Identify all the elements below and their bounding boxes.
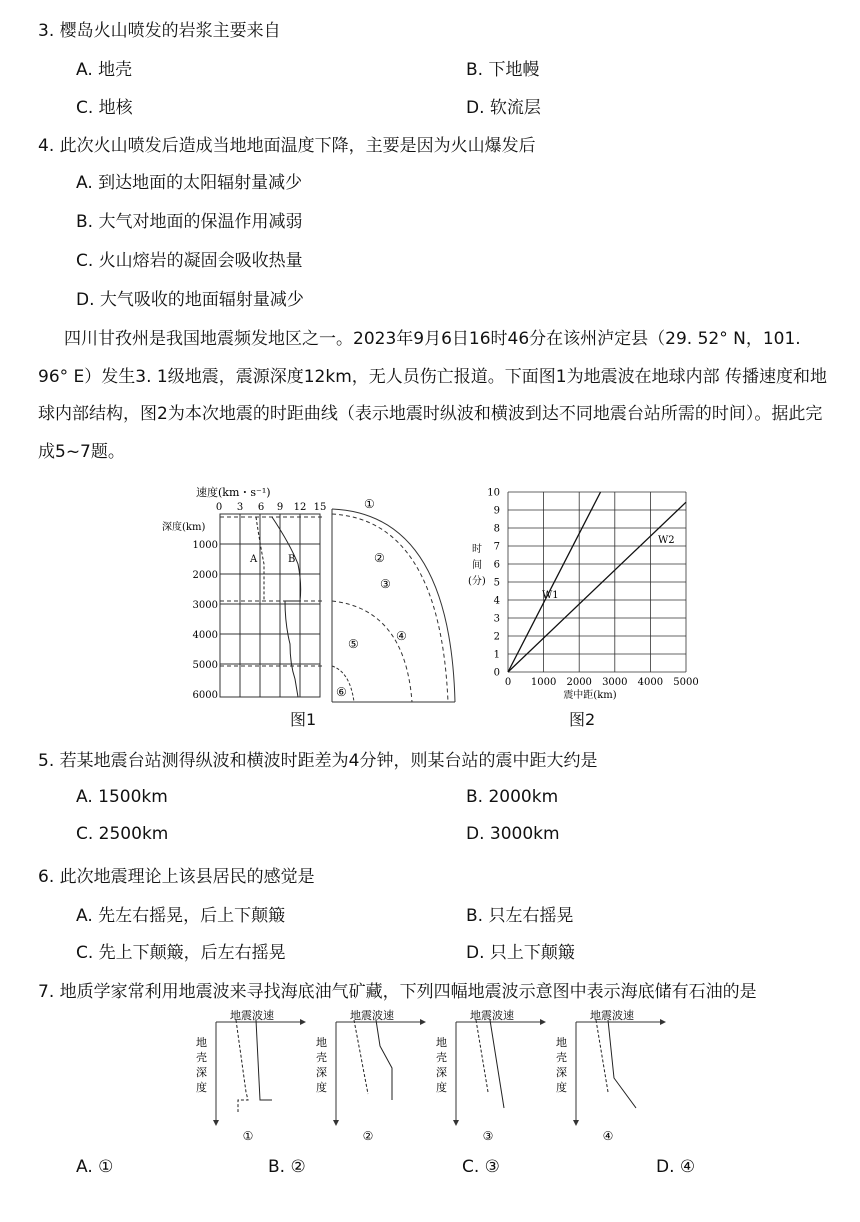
fig2-grid: [508, 492, 686, 672]
q7-wave-panels: [190, 1008, 670, 1146]
fig1-layer-label: ⑤: [348, 637, 359, 651]
figure1-caption: 图1: [290, 710, 317, 729]
q7-panel-vlabel: 度: [196, 1081, 207, 1094]
q6-option-b: B. 只左右摇晃: [466, 906, 574, 926]
fig2-y-label-part: (分): [468, 576, 486, 587]
q7-option-a: A. ①: [76, 1157, 114, 1177]
q7-panel-vlabel: 壳: [556, 1051, 567, 1064]
fig2-y-label-part: 间: [472, 560, 482, 571]
fig2-line-label-w2: W2: [658, 535, 675, 546]
q7-panel-vlabel: 地: [196, 1036, 207, 1049]
figure1-earth-structure: [160, 484, 460, 706]
fig1-depth-tick: 3000: [192, 600, 218, 611]
fig1-curve-a-label: A: [250, 554, 258, 565]
fig2-x-label: 震中距(km): [563, 690, 617, 701]
q5-option-b: B. 2000km: [466, 787, 559, 807]
fig2-y-tick: 5: [493, 577, 500, 589]
fig1-discontinuities: [220, 517, 325, 666]
q5-option-c: C. 2500km: [76, 824, 169, 844]
q7-panel-vlabel: 壳: [436, 1051, 447, 1064]
fig1-speed-tick: 15: [313, 502, 327, 513]
q7-panel: [196, 1008, 306, 1143]
q7-option-c: C. ③: [462, 1157, 500, 1177]
fig1-depth-ticks: [193, 540, 218, 701]
fig1-layer-label: ③: [380, 577, 391, 591]
fig1-layer-labels: [336, 497, 407, 699]
fig1-curve-b-label: B: [288, 554, 296, 565]
q4-option-d: D. 大气吸收的地面辐射量减少: [76, 290, 304, 310]
q7-stem: 7. 地质学家常利用地震波来寻找海底油气矿藏，下列四幅地震波示意图中表示海底储有石油的是: [38, 982, 757, 1002]
q6-option-c: C. 先上下颠簸，后左右摇晃: [76, 943, 286, 963]
q7-panel-vlabel: 壳: [316, 1051, 327, 1064]
figure2-caption: 图2: [569, 710, 596, 729]
q6-option-a: A. 先左右摇晃，后上下颠簸: [76, 906, 286, 926]
fig1-layer-label: ②: [374, 551, 385, 565]
fig1-depth-axis-label: 深度(km): [162, 522, 206, 533]
fig2-y-tick: 7: [493, 541, 500, 553]
fig1-speed-ticks: [216, 502, 327, 513]
q7-panel-title: 地震波速: [590, 1009, 634, 1022]
q7-panel-vlabel: 地: [556, 1036, 567, 1049]
q7-panel-title: 地震波速: [230, 1009, 274, 1022]
q7-panel-title: 地震波速: [470, 1009, 514, 1022]
fig1-layer-label: ④: [396, 629, 407, 643]
fig2-y-tick: 4: [493, 595, 500, 607]
fig1-speed-axis-label: 速度(km・s⁻¹): [196, 486, 271, 499]
fig2-line-label-w1: W1: [542, 590, 559, 601]
fig1-layer-label: ⑥: [336, 685, 347, 699]
q5-stem: 5. 若某地震台站测得纵波和横波时距差为4分钟，则某台站的震中距大约是: [38, 751, 598, 771]
fig2-ticks: [487, 488, 698, 689]
fig1-depth-tick: 1000: [192, 540, 218, 551]
q7-panel-vlabel: 深: [196, 1066, 207, 1079]
q7-panel-vlabel: 地: [316, 1036, 327, 1049]
q7-panel: [316, 1008, 426, 1143]
q7-option-d: D. ④: [656, 1157, 696, 1177]
fig2-y-tick: 0: [493, 667, 500, 679]
fig1-speed-tick: 3: [236, 502, 244, 513]
fig2-x-tick: 1000: [530, 677, 557, 688]
q7-panel-title: 地震波速: [350, 1009, 394, 1022]
fig1-speed-tick: 12: [293, 502, 307, 513]
q7-panel-number: ④: [602, 1129, 614, 1143]
fig2-y-tick: 1: [493, 649, 500, 661]
fig1-layer-label: ①: [364, 497, 375, 511]
q7-panel-number: ②: [362, 1129, 374, 1143]
q6-option-d: D. 只上下颠簸: [466, 943, 575, 963]
q7-panel-number: ③: [482, 1129, 494, 1143]
passage: [38, 321, 830, 471]
q7-panel-vlabel: 深: [316, 1066, 327, 1079]
fig2-y-tick: 2: [493, 631, 500, 643]
fig2-x-tick: 5000: [673, 677, 699, 688]
fig1-earth-quarter: [332, 509, 455, 702]
q7-panel-vlabel: 度: [436, 1081, 447, 1094]
fig2-y-tick: 10: [487, 487, 500, 499]
fig1-depth-tick: 5000: [192, 660, 218, 671]
q7-panel-vlabel: 深: [436, 1066, 447, 1079]
fig1-speed-tick: 6: [257, 502, 265, 513]
fig1-grid: [220, 514, 320, 697]
q3-stem: 3. 樱岛火山喷发的岩浆主要来自: [38, 21, 281, 41]
q5-option-d: D. 3000km: [466, 824, 560, 844]
q4-option-b: B. 大气对地面的保温作用减弱: [76, 212, 303, 232]
fig2-y-label-part: 时: [472, 544, 482, 555]
q7-panel: [436, 1008, 546, 1143]
q7-panel-vlabel: 度: [316, 1081, 327, 1094]
q7-panel-vlabel: 地: [436, 1036, 447, 1049]
q6-stem: 6. 此次地震理论上该县居民的感觉是: [38, 867, 315, 887]
q7-panel: [556, 1008, 666, 1143]
q3-option-b: B. 下地幔: [466, 60, 540, 80]
fig2-y-tick: 3: [493, 613, 500, 625]
fig1-depth-tick: 2000: [192, 570, 218, 581]
q7-panel-vlabel: 度: [556, 1081, 567, 1094]
q3-option-c: C. 地核: [76, 98, 133, 118]
q7-panel-vlabel: 深: [556, 1066, 567, 1079]
fig2-y-tick: 8: [493, 523, 500, 535]
q4-stem: 4. 此次火山喷发后造成当地地面温度下降，主要是因为火山爆发后: [38, 136, 536, 156]
fig2-x-tick: 2000: [566, 677, 592, 688]
fig2-y-tick: 9: [493, 505, 500, 517]
passage-text: 四川甘孜州是我国地震频发地区之一。2023年9月6日16时46分在该州泸定县（29. 52° N，101. 96° E）发生3. 1级地震，震源深度12km，无人员伤亡报道。下面图1为地震波在地球内部 传播速度和地球内部结构，图2为本次地震的时距曲线（表示地震时纵波和横波到达不同地震台站所需的时间）。据此完成5~7题。: [38, 329, 827, 462]
fig1-depth-tick: 4000: [192, 630, 218, 641]
fig2-y-tick: 6: [493, 559, 500, 571]
q4-option-c: C. 火山熔岩的凝固会吸收热量: [76, 251, 303, 271]
fig1-depth-tick: 6000: [192, 690, 218, 701]
q7-panel-number: ①: [242, 1129, 254, 1143]
fig1-speed-tick: 0: [215, 502, 223, 513]
q3-option-d: D. 软流层: [466, 98, 541, 118]
figure2-time-distance-chart: [462, 480, 702, 706]
fig2-x-tick: 3000: [602, 677, 628, 688]
q4-option-a: A. 到达地面的太阳辐射量减少: [76, 173, 303, 193]
q7-option-b: B. ②: [268, 1157, 306, 1177]
fig2-x-tick: 0: [504, 677, 512, 688]
fig2-y-label: [468, 542, 486, 587]
q3-option-a: A. 地壳: [76, 60, 133, 80]
q5-option-a: A. 1500km: [76, 787, 168, 807]
q7-panel-vlabel: 壳: [196, 1051, 207, 1064]
fig2-x-tick: 4000: [637, 677, 664, 688]
fig1-speed-tick: 9: [276, 502, 284, 513]
